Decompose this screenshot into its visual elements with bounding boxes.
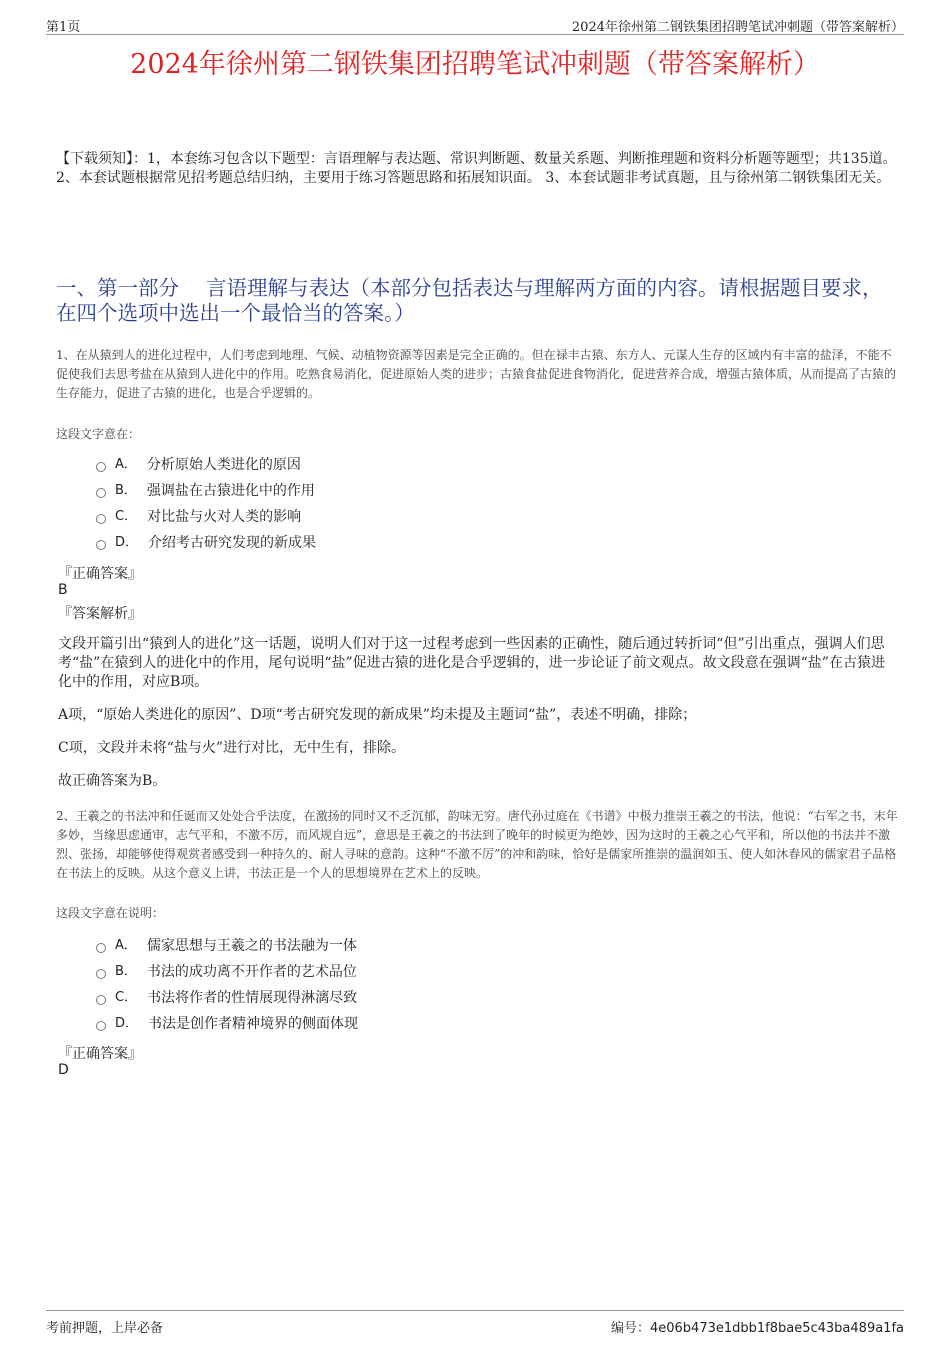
- answer-label: 『正确答案』: [58, 566, 142, 582]
- option-b[interactable]: [96, 959, 358, 985]
- option-text: 书法是创作者精神境界的侧面体现: [148, 1016, 359, 1032]
- code-label: 编号：: [610, 1321, 650, 1336]
- analysis-label: 『答案解析』: [58, 606, 142, 622]
- radio-button[interactable]: [96, 540, 106, 550]
- download-notice: 【下载须知】：1，本套练习包含以下题型：言语理解与表达题、常识判断题、数量关系题、判断推理题和资料分析题等题型；共135道。 2、本套试题根据常见招考题总结归纳，主要用于练习答题思路和拓展知识面。 3、本套试题非考试真题，且与徐州第二钢铁集团无关。: [56, 151, 897, 186]
- option-text: 对比盐与火对人类的影响: [147, 509, 302, 525]
- analysis-paragraph: C项，文段并未将“盐与火”进行对比，无中生有，排除。: [58, 740, 406, 756]
- option-letter: C．: [115, 990, 138, 1005]
- analysis-paragraph: 文段开篇引出“猿到人的进化”这一话题，说明人们对于这一过程考虑到一些因素的正确性，随后通过转折词“但”引出重点，强调人们思考“盐”在猿到人的进化中的作用，尾句说明“盐”促进古猿的进化是合乎逻辑的，进一步论证了前文观点。故文段意在强调“盐”在古猿进化中的作用，对应B项。: [58, 636, 885, 690]
- option-text: 书法的成功离不开作者的艺术品位: [146, 964, 357, 980]
- page-title: 2024年徐州第二钢铁集团招聘笔试冲刺题（带答案解析）: [130, 49, 820, 80]
- radio-button[interactable]: [96, 462, 106, 472]
- option-text: 儒家思想与王羲之的书法融为一体: [146, 938, 357, 954]
- radio-button[interactable]: [96, 1021, 106, 1031]
- radio-button[interactable]: [96, 488, 106, 498]
- header-doc-title: 2024年徐州第二钢铁集团招聘笔试冲刺题（带答案解析）: [571, 20, 904, 35]
- option-letter: C．: [115, 509, 138, 524]
- question-1-text: 1、在从猿到人的进化过程中，人们考虑到地理、气候、动植物资源等因素是完全正确的。但在禄丰古猿、东方人、元谋人生存的区域内有丰富的盐泽，不能不促使我们去思考盐在从猿到人进化中的作用。吃熟食易消化，促进原始人类的进步；古猿食盐促进食物消化，促进营养合成，增强古猿体质，从而提高了古猿的生存能力，促进了古猿的进化，也是合乎逻辑的。: [56, 348, 897, 400]
- analysis-paragraph: A项，“原始人类进化的原因”、D项“考古研究发现的新成果”均未提及主题词“盐”，表述不明确，排除；: [58, 707, 697, 723]
- option-letter: A．: [115, 457, 137, 472]
- analysis-paragraph: 故正确答案为B。: [58, 773, 167, 789]
- answer-label: 『正确答案』: [58, 1046, 142, 1062]
- page-footer: [46, 1310, 904, 1337]
- page-header: [46, 14, 904, 35]
- option-d[interactable]: [96, 1011, 358, 1037]
- option-a[interactable]: [96, 452, 316, 478]
- page-number: 第1页: [46, 20, 81, 35]
- option-text: 分析原始人类进化的原因: [146, 457, 301, 473]
- option-letter: D．: [115, 1016, 139, 1031]
- option-letter: B．: [115, 483, 137, 498]
- question-1-prompt: 这段文字意在：: [56, 427, 141, 441]
- option-d[interactable]: [96, 530, 316, 556]
- option-letter: A．: [115, 938, 137, 953]
- correct-answer: D: [58, 1062, 69, 1078]
- correct-answer: B: [58, 582, 68, 598]
- option-letter: B．: [115, 964, 137, 979]
- question-2-options: [96, 933, 358, 1037]
- question-1-options: [96, 452, 316, 556]
- footer-slogan: 考前押题，上岸必备: [46, 1321, 164, 1336]
- option-c[interactable]: [96, 504, 316, 530]
- option-b[interactable]: [96, 478, 316, 504]
- footer-code: [611, 1317, 904, 1336]
- section-heading: 一、第一部分 言语理解与表达（本部分包括表达与理解两方面的内容。请根据题目要求，在四个选项中选出一个最恰当的答案。）: [56, 276, 883, 325]
- option-text: 介绍考古研究发现的新成果: [148, 535, 317, 551]
- option-text: 书法将作者的性情展现得淋漓尽致: [147, 990, 358, 1006]
- question-2-prompt: 这段文字意在说明：: [56, 906, 165, 920]
- option-a[interactable]: [96, 933, 358, 959]
- code-value: 4e06b473e1dbb1f8bae5c43ba489a1fa: [649, 1321, 904, 1336]
- option-c[interactable]: [96, 985, 358, 1011]
- radio-button[interactable]: [96, 514, 106, 524]
- radio-button[interactable]: [96, 943, 106, 953]
- option-letter: D．: [115, 535, 139, 550]
- radio-button[interactable]: [96, 969, 106, 979]
- question-2-text: 2、王羲之的书法冲和任诞而又处处合乎法度，在激扬的同时又不乏沉郁，韵味无穷。唐代孙过庭在《书谱》中极力推崇王羲之的书法，他说：“右军之书，末年多妙，当缘思虑通审，志气平和，不激不厉，而风规自远”，意思是王羲之的书法到了晚年的时候更为绝妙，因为这时的王羲之心气平和，所以他的书法并不激烈、张扬，却能够使得观赏者感受到一种持久的、耐人寻味的意韵。这种“不激不厉”的冲和韵味，恰好是儒家所推崇的温润如玉、使人如沐春风的儒家君子品格在书法上的反映。从这个意义上讲，书法正是一个人的思想境界在艺术上的反映。: [56, 809, 898, 880]
- option-text: 强调盐在古猿进化中的作用: [146, 483, 315, 499]
- radio-button[interactable]: [96, 995, 106, 1005]
